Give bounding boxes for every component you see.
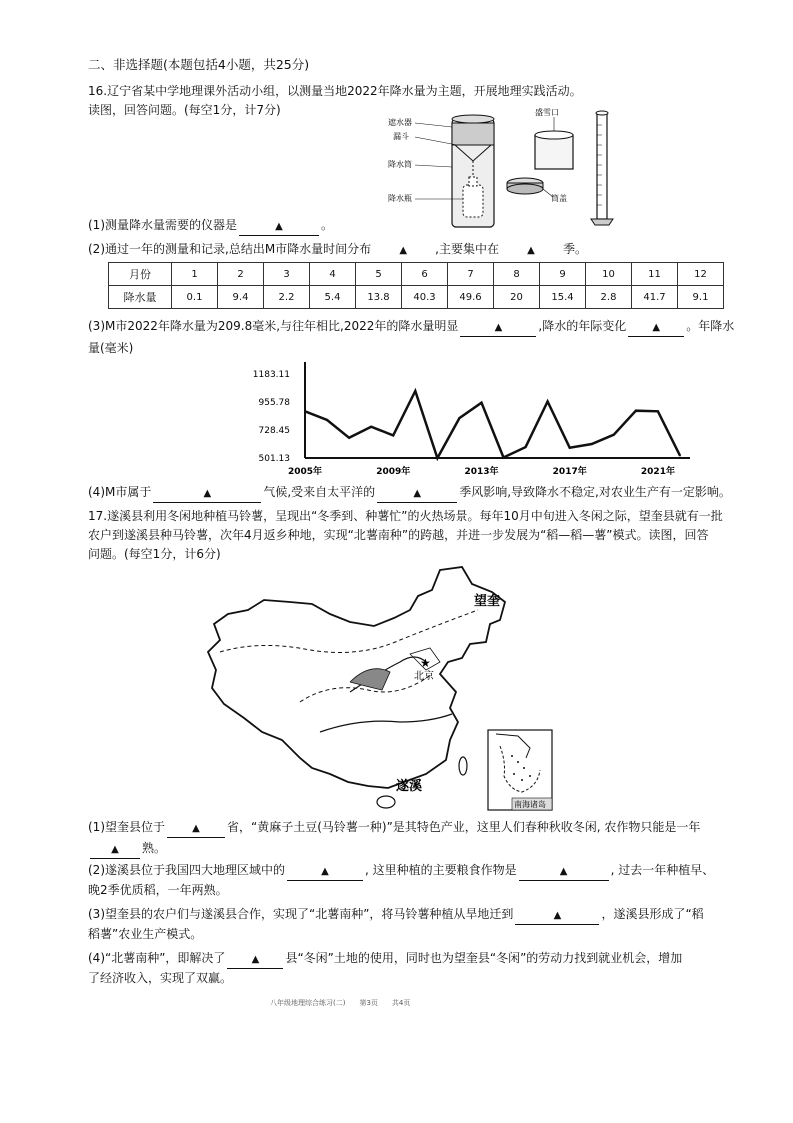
- data-point: [304, 411, 306, 413]
- answer-blank-17-4[interactable]: ▲: [227, 950, 283, 969]
- data-point: [635, 410, 637, 412]
- data-point: [414, 390, 416, 392]
- x-tick-label: 2005年: [287, 467, 323, 477]
- answer-blank-16-4b[interactable]: ▲: [377, 484, 457, 503]
- answer-blank-17-2a[interactable]: ▲: [287, 862, 363, 881]
- label-cap: 筒盖: [551, 194, 567, 203]
- q16-intro-line1: 16.辽宁省某中学地理课外活动小组，以测量当地2022年降水量为主题，开展地理实践活动。: [88, 84, 582, 98]
- rain-gauge-illustration: [385, 105, 645, 230]
- data-point: [525, 446, 527, 448]
- answer-blank-16-4a[interactable]: ▲: [153, 484, 261, 503]
- q17-intro-line3: 问题。(每空1分，计6分): [88, 547, 221, 561]
- beijing-star-icon: ★: [420, 656, 431, 670]
- data-point: [348, 437, 350, 439]
- data-point: [569, 447, 571, 449]
- label-funnel: 漏斗: [393, 132, 409, 141]
- q17-part2: (2)遂溪县位于我国四大地理区域中的 ▲ , 这里种植的主要粮食作物是 ▲ , 过去一年种植早、: [88, 862, 714, 881]
- x-tick-label: 2013年: [464, 467, 499, 477]
- chart-ylabel-line: 量(毫米): [88, 341, 134, 355]
- answer-blank-17-1a[interactable]: ▲: [167, 819, 225, 838]
- label-snow-mouth: 盛雪口: [535, 108, 559, 117]
- y-tick-label: 728.45: [258, 426, 290, 437]
- answer-blank-17-2b[interactable]: ▲: [519, 862, 609, 881]
- page-footer: 八年级地理综合练习(二) 第3页 共4页: [270, 999, 411, 1007]
- data-point: [613, 434, 615, 436]
- data-point: [481, 402, 483, 404]
- x-tick-label: 2021年: [640, 467, 675, 477]
- y-tick-label: 1183.11: [252, 370, 290, 380]
- q17-part1: (1)望奎县位于 ▲ 省，“黄麻子土豆(马铃薯一种)”是其特色产业，这里人们春种秋收冬闲, 农作物只能是一年: [88, 819, 700, 838]
- table-row-months: 月份 1 2 3 4 5 6 7 8 9 10 11 12: [109, 263, 724, 286]
- q17-part4-cont: 了经济收入，实现了双赢。: [88, 971, 233, 985]
- answer-blank-16-3a[interactable]: ▲: [460, 318, 536, 337]
- answer-blank-16-3b[interactable]: ▲: [628, 318, 684, 337]
- data-point: [657, 411, 659, 413]
- data-point: [503, 457, 505, 459]
- data-point: [547, 401, 549, 403]
- q16-part2: (2)通过一年的测量和记录,总结出M市降水量时间分布 ▲ ,主要集中在 ▲ 季。: [88, 241, 587, 259]
- china-map: [200, 562, 560, 814]
- q17-part3-cont: 稻薯”农业生产模式。: [88, 927, 203, 941]
- data-point: [679, 455, 681, 457]
- x-tick-label: 2009年: [376, 467, 411, 477]
- answer-blank-17-3[interactable]: ▲: [515, 906, 599, 925]
- q16-intro-line2: 读图，回答问题。(每空1分，计7分): [88, 103, 281, 117]
- section-title: 二、非选择题(本题包括4小题，共25分): [88, 57, 310, 72]
- table-header-rainfall: 降水量: [109, 286, 172, 309]
- rainfall-series-line: [305, 391, 680, 458]
- annual-rainfall-line-chart: [250, 360, 710, 478]
- data-point: [370, 426, 372, 428]
- data-point: [459, 417, 461, 419]
- answer-blank-16-2b[interactable]: ▲: [527, 245, 535, 256]
- x-tick-label: 2017年: [552, 467, 587, 477]
- table-header-month: 月份: [109, 263, 172, 286]
- answer-blank-16-1[interactable]: ▲: [239, 217, 319, 236]
- label-bottle: 降水瓶: [388, 194, 412, 203]
- label-cylinder: 降水筒: [388, 160, 412, 169]
- map-label-beijing: 北京: [414, 671, 434, 682]
- data-point: [437, 457, 439, 459]
- data-point: [326, 419, 328, 421]
- taiwan-island: [459, 757, 467, 775]
- label-rain-shield: 遮水器: [388, 118, 412, 127]
- q16-part4: (4)M市属于 ▲ 气候,受来自太平洋的 ▲ 季风影响,导致降水不稳定,对农业生产有一定影响。: [88, 484, 731, 503]
- q17-part3: (3)望奎县的农户们与遂溪县合作，实现了“北薯南种”，将马铃薯种植从旱地迁到 ▲ ，遂溪县形成了“稻: [88, 906, 704, 925]
- map-label-wangkui: 望奎: [474, 594, 501, 609]
- y-tick-label: 955.78: [258, 398, 290, 409]
- map-label-suixi: 遂溪: [396, 779, 423, 794]
- y-tick-label: 501.13: [258, 454, 290, 464]
- q16-part1: (1)测量降水量需要的仪器是 ▲ 。: [88, 217, 333, 236]
- q17-intro-line2: 农户到遂溪县种马铃薯，次年4月返乡种地，实现“北薯南种”的跨越，并进一步发展为“稻—稻—薯”模式。读图，回答: [88, 528, 709, 542]
- answer-blank-17-1b[interactable]: ▲: [90, 840, 140, 859]
- q17-part2-cont: 晚2季优质稻，一年两熟。: [88, 883, 228, 897]
- table-row-rainfall: 降水量 0.1 9.4 2.2 5.4 13.8 40.3 49.6 20 15.4 2.8 41.7 9.1: [109, 286, 724, 309]
- q17-part4: (4)“北薯南种”，即解决了 ▲ 县“冬闲”土地的使用，同时也为望奎县“冬闲”的劳动力找到就业机会，增加: [88, 950, 682, 969]
- answer-blank-16-2a[interactable]: ▲: [399, 245, 408, 256]
- monthly-rainfall-table: [108, 262, 724, 309]
- data-point: [392, 435, 394, 437]
- q17-intro-line1: 17.遂溪县利用冬闲地种植马铃薯，呈现出“冬季到、种薯忙”的火热场景。每年10月中旬进入冬闲之际，望奎县就有一批: [88, 509, 723, 523]
- data-point: [591, 443, 593, 445]
- inset-label-south-china-sea-islands: 南海诸岛: [514, 800, 546, 809]
- q17-part1-cont: ▲ 熟。: [88, 840, 166, 859]
- hainan-island: [377, 796, 395, 808]
- q16-part3: (3)M市2022年降水量为209.8毫米,与往年相比,2022年的降水量明显 ▲ ,降水的年际变化 ▲ 。年降水: [88, 318, 734, 337]
